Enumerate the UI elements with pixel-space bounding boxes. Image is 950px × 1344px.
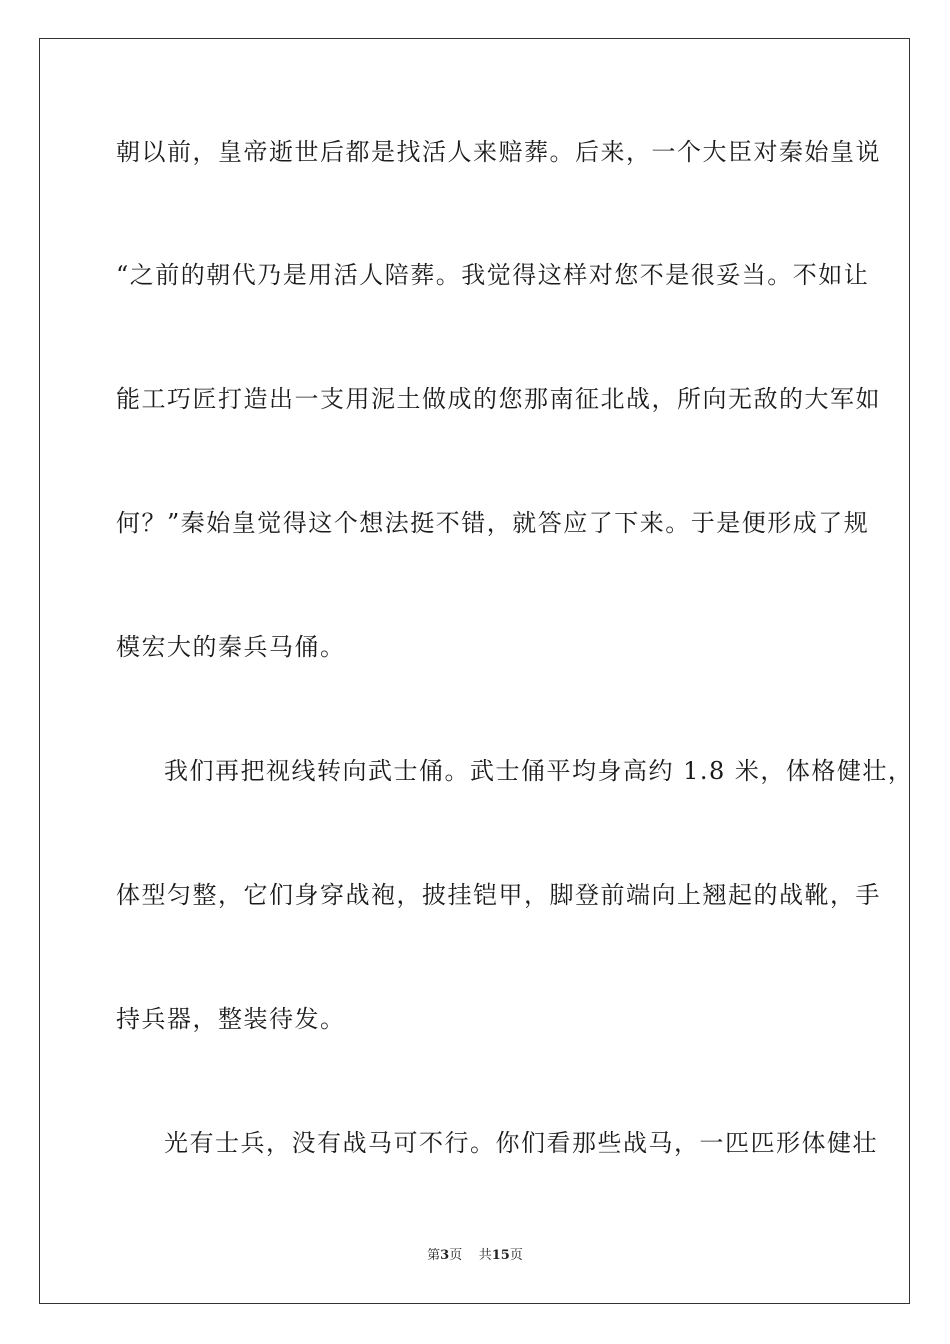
page-frame bbox=[39, 38, 910, 1304]
paragraph-line-7: 体型匀整，它们身穿战袍，披挂铠甲，脚登前端向上翘起的战靴，手 bbox=[116, 881, 881, 909]
paragraph-line-2: “之前的朝代乃是用活人陪葬。我觉得这样对您不是很妥当。不如让 bbox=[116, 261, 870, 289]
total-prefix: 共 bbox=[478, 1248, 492, 1263]
page-suffix: 页 bbox=[449, 1248, 463, 1263]
page-prefix: 第 bbox=[427, 1248, 441, 1263]
total-suffix: 页 bbox=[509, 1248, 523, 1263]
paragraph-line-5: 模宏大的秦兵马俑。 bbox=[116, 633, 346, 661]
paragraph-line-9: 光有士兵，没有战马可不行。你们看那些战马，一匹匹形体健壮 bbox=[164, 1129, 878, 1157]
paragraph-line-3: 能工巧匠打造出一支用泥土做成的您那南征北战，所向无敌的大军如 bbox=[116, 385, 881, 413]
paragraph-line-8: 持兵器，整装待发。 bbox=[116, 1005, 346, 1033]
paragraph-line-4: 何？”秦始皇觉得这个想法挺不错，就答应了下来。于是便形成了规 bbox=[116, 509, 870, 537]
paragraph-line-1: 朝以前，皇帝逝世后都是找活人来赔葬。后来，一个大臣对秦始皇说 bbox=[116, 138, 881, 166]
current-page-number: 3 bbox=[440, 1248, 450, 1263]
total-page-count: 15 bbox=[491, 1248, 510, 1263]
page-footer bbox=[0, 1247, 950, 1265]
paragraph-line-6: 我们再把视线转向武士俑。武士俑平均身高约 1.8 米，体格健壮， bbox=[164, 757, 914, 785]
